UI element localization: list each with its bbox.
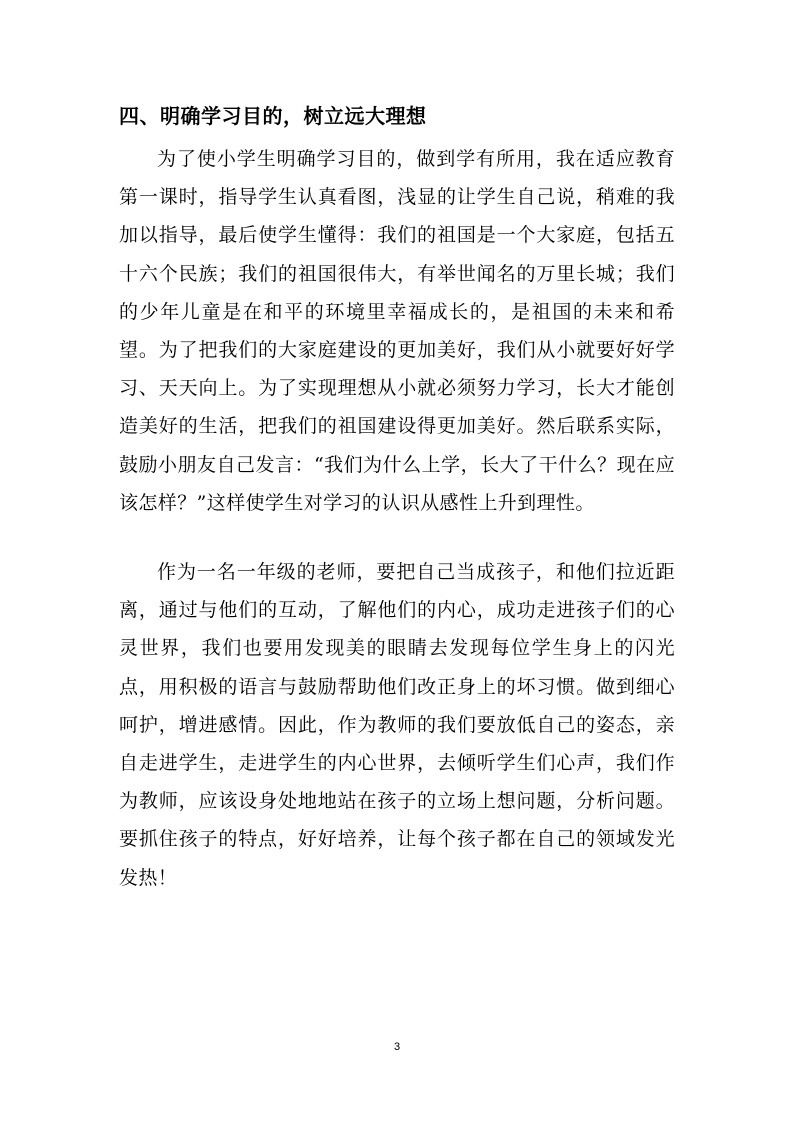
page-number: 3: [393, 1041, 401, 1053]
paragraph-teacher-role: 作为一名一年级的老师，要把自己当成孩子，和他们拉近距离，通过与他们的互动，了解他们的内心，成功走进孩子们的心灵世界，我们也要用发现美的眼睛去发现每位学生身上的闪光点，用积极的语言与鼓励帮助他们改正身上的坏习惯。做到细心呵护，增进感情。因此，作为教师的我们要放低自己的姿态，亲自走进学生，走进学生的内心世界，去倾听学生们心声，我们作为教师，应该设身处地地站在孩子的立场上想问题，分析问题。要抓住孩子的特点，好好培养，让每个孩子都在自己的领域发光发热！: [119, 561, 675, 889]
paragraph-learning-goals: 为了使小学生明确学习目的，做到学有所用，我在适应教育第一课时，指导学生认真看图，浅显的让学生自己说，稍难的我加以指导，最后使学生懂得：我们的祖国是一个大家庭，包括五十六个民族；我们的祖国很伟大，有举世闻名的万里长城；我们的少年儿童是在和平的环境里幸福成长的，是祖国的未来和希望。为了把我们的大家庭建设的更加美好，我们从小就要好好学习、天天向上。为了实现理想从小就必须努力学习，长大才能创造美好的生活，把我们的祖国建设得更加美好。然后联系实际，鼓励小朋友自己发言：“我们为什么上学，长大了干什么？现在应该怎样？”这样使学生对学习的认识从感性上升到理性。: [119, 148, 675, 514]
section-heading: 四、明确学习目的，树立远大理想: [119, 104, 427, 128]
